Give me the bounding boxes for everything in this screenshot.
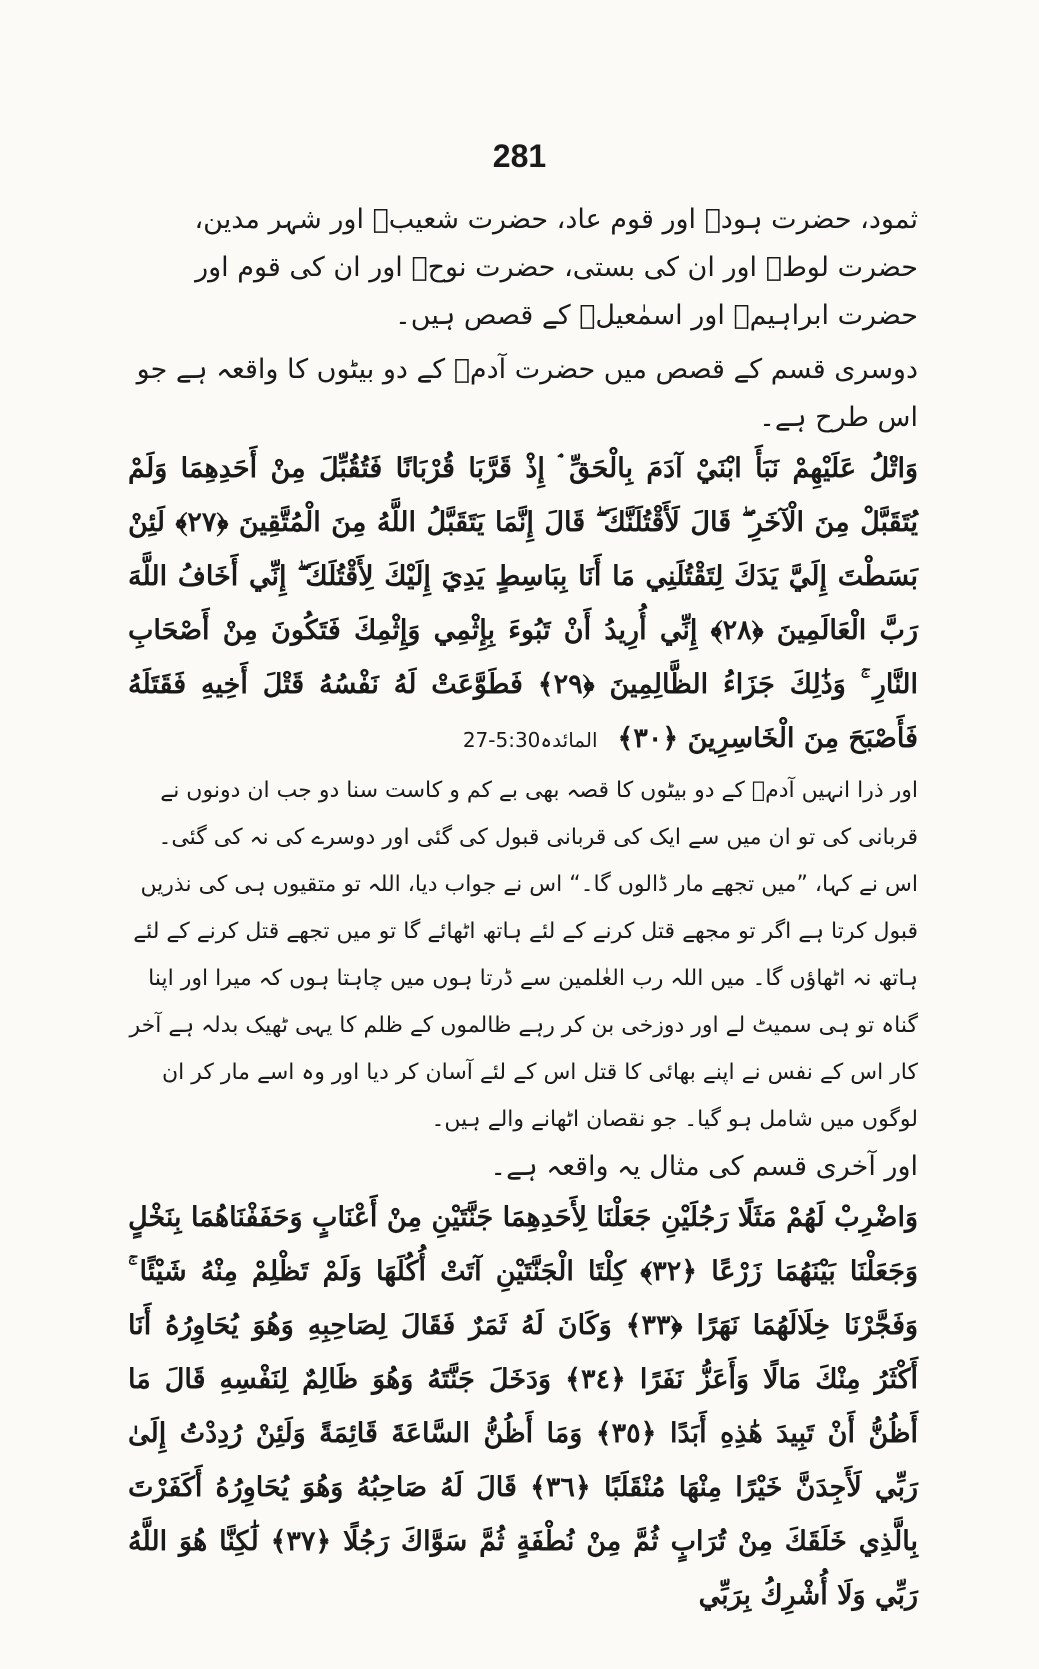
page-number: 281	[492, 138, 547, 174]
last-type-heading: اور آخری قسم کی مثال یہ واقعہ ہے۔	[490, 1151, 918, 1182]
intro-paragraph: ثمود، حضرت ہودؑ اور قوم عاد، حضرت شعیبؑ اور شہر مدین، حضرت لوطؑ اور ان کی بستی، حضرت نوحؑ اور ان کی قوم اور حضرت ابراہیمؑ اور اسمٰعیلؑ کے قصص ہیں۔	[194, 204, 918, 331]
page-body	[128, 196, 918, 1623]
verse-reference: المائدہ5:30-27	[462, 728, 598, 752]
quran-verse-block-1	[128, 442, 918, 767]
quran-verse-block-2: وَاضْرِبْ لَهُمْ مَثَلًا رَجُلَيْنِ جَعَلْنَا لِأَحَدِهِمَا جَنَّتَيْنِ مِنْ أَعْنَابٍ وَحَفَفْنَاهُمَا بِنَخْلٍ وَجَعَلْنَا بَيْنَهُمَا زَرْعًا ﴿٣٢﴾ كِلْتَا الْجَنَّتَيْنِ آتَتْ أُكُلَهَا وَلَمْ تَظْلِمْ مِنْهُ شَيْئًا ۚ وَفَجَّرْنَا خِلَالَهُمَا نَهَرًا ﴿٣٣﴾ وَكَانَ لَهُ ثَمَرٌ فَقَالَ لِصَاحِبِهِ وَهُوَ يُحَاوِرُهُ أَنَا أَكْثَرُ مِنْكَ مَالًا وَأَعَزُّ نَفَرًا ﴿٣٤﴾ وَدَخَلَ جَنَّتَهُ وَهُوَ ظَالِمٌ لِنَفْسِهِ قَالَ مَا أَظُنُّ أَنْ تَبِيدَ هَٰذِهِ أَبَدًا ﴿٣٥﴾ وَمَا أَظُنُّ السَّاعَةَ قَائِمَةً وَلَئِنْ رُدِدْتُ إِلَىٰ رَبِّي لَأَجِدَنَّ خَيْرًا مِنْهَا مُنْقَلَبًا ﴿٣٦﴾ قَالَ لَهُ صَاحِبُهُ وَهُوَ يُحَاوِرُهُ أَكَفَرْتَ بِالَّذِي خَلَقَكَ مِنْ تُرَابٍ ثُمَّ مِنْ نُطْفَةٍ ثُمَّ سَوَّاكَ رَجُلًا ﴿٣٧﴾ لَٰكِنَّا هُوَ اللَّهُ رَبِّي وَلَا أُشْرِكُ بِرَبِّي	[128, 1202, 919, 1611]
translation-paragraph: اور ذرا انہیں آدمؑ کے دو بیٹوں کا قصہ بھی بے کم و کاست سنا دو جب ان دونوں نے قربانی کی تو ان میں سے ایک کی قربانی قبول کی گئی اور دوسرے کی نہ کی گئی۔ اس نے کہا، ”میں تجھے مار ڈالوں گا۔“ اس نے جواب دیا، اللہ تو متقیوں ہی کی نذریں قبول کرتا ہے اگر تو مجھے قتل کرنے کے لئے ہاتھ اٹھائے گا تو میں تجھے قتل کرنے کے لئے ہاتھ نہ اٹھاؤں گا۔ میں اللہ رب العٰلمین سے ڈرتا ہوں میں چاہتا ہوں کہ میرا اور اپنا گناہ تو ہی سمیٹ لے اور دوزخی بن کر رہے ظالموں کے ظلم کا یہی ٹھیک بدلہ ہے آخر کار اس کے نفس نے اپنے بھائی کا قتل اس کے لئے آسان کر دیا اور وہ اسے مار کر ان لوگوں میں شامل ہو گیا۔ جو نقصان اٹھانے والے ہیں۔	[129, 778, 918, 1132]
quran-verse-text-1: وَاتْلُ عَلَيْهِمْ نَبَأَ ابْنَيْ آدَمَ بِالْحَقِّ ۘ إِذْ قَرَّبَا قُرْبَانًا فَتُقُبِّلَ مِنْ أَحَدِهِمَا وَلَمْ يُتَقَبَّلْ مِنَ الْآخَرِ ۖ قَالَ لَأَقْتُلَنَّكَ ۖ قَالَ إِنَّمَا يَتَقَبَّلُ اللَّهُ مِنَ الْمُتَّقِينَ ﴿٢٧﴾ لَئِنْ بَسَطْتَ إِلَيَّ يَدَكَ لِتَقْتُلَنِي مَا أَنَا بِبَاسِطٍ يَدِيَ إِلَيْكَ لِأَقْتُلَكَ ۖ إِنِّي أَخَافُ اللَّهَ رَبَّ الْعَالَمِينَ ﴿٢٨﴾ إِنِّي أُرِيدُ أَنْ تَبُوءَ بِإِثْمِي وَإِثْمِكَ فَتَكُونَ مِنْ أَصْحَابِ النَّارِ ۚ وَذَٰلِكَ جَزَاءُ الظَّالِمِينَ ﴿٢٩﴾ فَطَوَّعَتْ لَهُ نَفْسُهُ قَتْلَ أَخِيهِ فَقَتَلَهُ فَأَصْبَحَ مِنَ الْخَاسِرِينَ ﴿٣٠﴾	[128, 453, 918, 754]
second-type-heading: دوسری قسم کے قصص میں حضرت آدمؑ کے دو بیٹوں کا واقعہ ہے جو اس طرح ہے۔	[136, 354, 918, 433]
